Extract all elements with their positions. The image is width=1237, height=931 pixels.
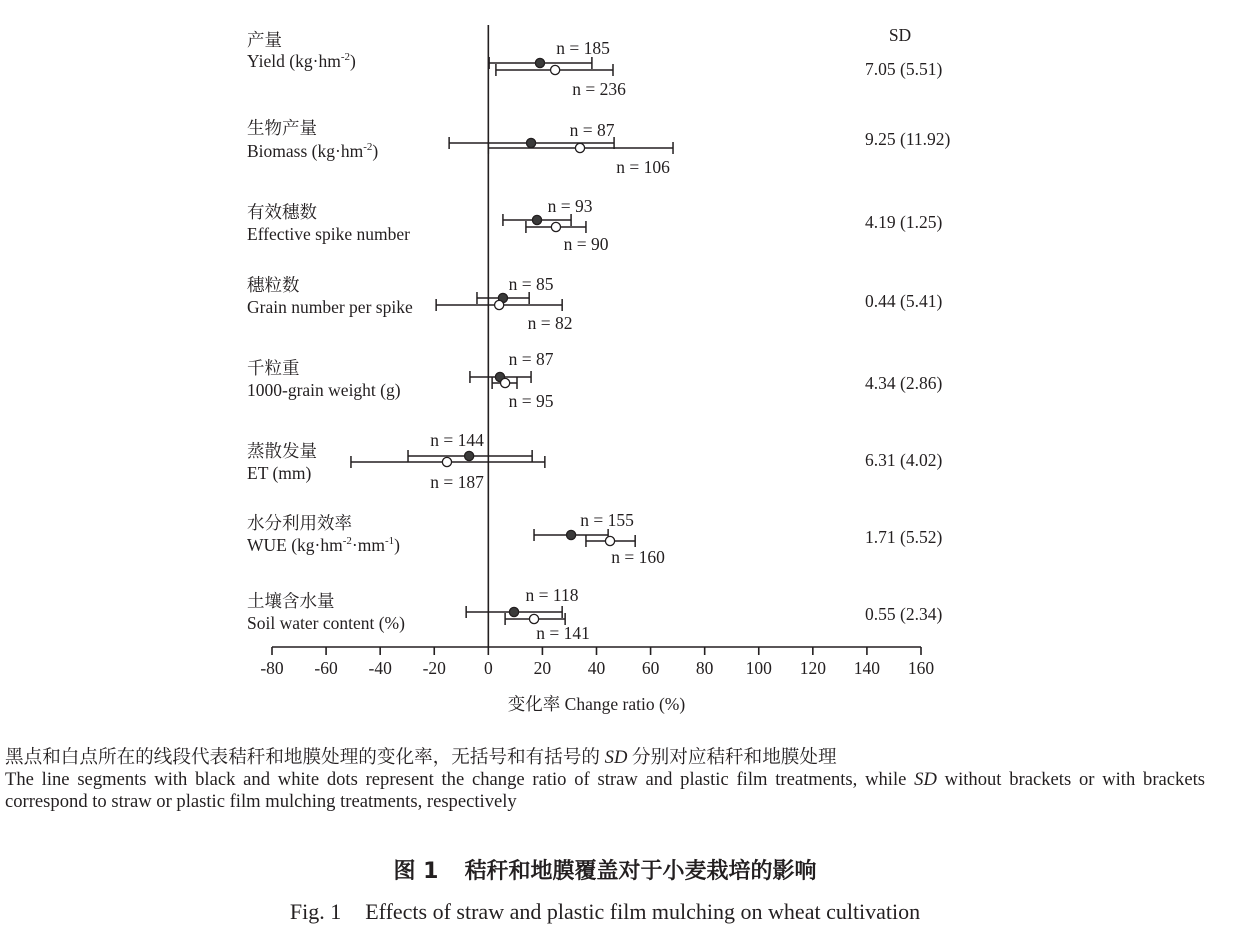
- x-tick-label: 0: [483, 658, 493, 678]
- label-text: 1000-grain weight (g): [247, 380, 401, 400]
- sample-size-label: [528, 313, 573, 333]
- n-value: 90: [590, 234, 609, 254]
- figure-caption-en: [0, 898, 1210, 926]
- n-prefix: n =: [580, 510, 608, 530]
- category-row: [247, 196, 942, 254]
- white-dot: [551, 222, 560, 231]
- label-text: ET (mm): [247, 463, 312, 483]
- x-tick-label: 60: [641, 658, 660, 678]
- sample-size-label: [616, 157, 670, 177]
- x-tick-label: 100: [745, 658, 772, 678]
- n-value: 118: [552, 585, 579, 605]
- x-tick-label: 160: [907, 658, 935, 678]
- sd-value: 4.19 (1.25): [865, 212, 943, 232]
- sample-size-label: [509, 274, 554, 294]
- n-prefix: n =: [527, 313, 555, 333]
- n-prefix: n =: [616, 157, 644, 177]
- category-label-zh: 土壤含水量: [247, 591, 335, 611]
- n-prefix: n =: [569, 120, 597, 140]
- category-label-zh: 穗粒数: [247, 275, 300, 295]
- sd-value: 4.34 (2.86): [865, 373, 943, 393]
- figure-number: Fig. 1: [289, 899, 342, 924]
- x-tick-label: -40: [368, 658, 392, 678]
- black-dot: [526, 138, 535, 147]
- unit-superscript: -2: [342, 535, 352, 547]
- category-label-zh: 产量: [247, 30, 282, 50]
- category-row: [247, 274, 942, 333]
- sample-size-label: [580, 510, 634, 530]
- white-dot: [500, 378, 509, 387]
- category-row: [247, 510, 942, 567]
- category-label-zh: 生物产量: [247, 118, 317, 138]
- sd-value: 1.71 (5.52): [865, 527, 943, 547]
- sample-size-label: [536, 623, 590, 643]
- n-prefix: n =: [547, 196, 575, 216]
- black-dot: [566, 530, 575, 539]
- unit-superscript: -1: [384, 535, 395, 547]
- note-en: [5, 769, 1205, 813]
- x-tick-label: 140: [853, 658, 881, 678]
- sample-size-label: [430, 430, 484, 450]
- label-text: Effective spike number: [247, 224, 410, 244]
- category-label-zh: 有效穗数: [247, 202, 317, 222]
- white-dot: [551, 65, 560, 74]
- label-text: Yield (kg·hm: [247, 51, 341, 71]
- sample-size-label: [572, 79, 626, 99]
- category-label-en: [247, 463, 311, 483]
- n-prefix: n =: [508, 274, 536, 294]
- sample-size-label: [570, 120, 615, 140]
- figure-caption-zh: [0, 858, 1210, 886]
- note-zh: [5, 747, 1205, 769]
- label-text: Soil water content (%): [247, 613, 405, 633]
- unit-superscript: -2: [340, 51, 350, 63]
- note-sd-term: SD: [604, 747, 628, 768]
- black-dot: [535, 58, 544, 67]
- n-prefix: n =: [611, 547, 639, 567]
- n-prefix: n =: [556, 38, 584, 58]
- n-value: 185: [583, 38, 610, 58]
- sample-size-label: [509, 349, 554, 369]
- label-text: ): [394, 535, 400, 555]
- category-label-zh: 蒸散发量: [247, 441, 317, 461]
- sample-size-label: [430, 472, 484, 492]
- x-tick-label: -20: [422, 658, 446, 678]
- n-prefix: n =: [525, 585, 553, 605]
- category-row: [247, 430, 942, 492]
- sd-column-header: SD: [888, 25, 912, 45]
- white-dot: [442, 457, 451, 466]
- x-tick-label: 80: [695, 658, 714, 678]
- figure-title: Effects of straw and plastic film mulching on wheat cultivation: [365, 899, 921, 924]
- x-tick-label: 120: [799, 658, 826, 678]
- n-value: 236: [599, 79, 626, 99]
- sd-value: 0.44 (5.41): [865, 291, 943, 311]
- sample-size-label: [564, 234, 609, 254]
- label-text: ): [349, 51, 356, 71]
- sample-size-label: [526, 585, 579, 605]
- note-text: 黑点和白点所在的线段代表秸秆和地膜处理的变化率，无括号和有括号的: [5, 747, 605, 768]
- label-text: Biomass (kg·hm: [247, 141, 364, 161]
- category-label-en: [247, 297, 413, 317]
- n-prefix: n =: [508, 391, 536, 411]
- white-dot: [605, 536, 614, 545]
- category-label-en: [247, 613, 405, 633]
- sd-value: 7.05 (5.51): [865, 59, 943, 79]
- label-text: ·mm: [351, 535, 385, 555]
- n-value: 85: [535, 274, 554, 294]
- n-value: 155: [607, 510, 634, 530]
- x-axis-title: 变化率 Change ratio (%): [507, 694, 686, 714]
- x-tick-label: -80: [260, 658, 284, 678]
- n-prefix: n =: [430, 472, 458, 492]
- category-label-en: [247, 51, 356, 71]
- black-dot: [532, 215, 541, 224]
- x-tick-label: -60: [314, 658, 338, 678]
- category-label-zh: 千粒重: [247, 358, 300, 378]
- label-text: Grain number per spike: [247, 297, 413, 317]
- n-prefix: n =: [536, 623, 564, 643]
- sample-size-label: [509, 391, 554, 411]
- n-value: 93: [574, 196, 593, 216]
- n-value: 187: [457, 472, 484, 492]
- note-text: without brackets or with brackets correspond to straw or plastic film mulching treatments, respectively: [5, 769, 1205, 812]
- sd-value: 9.25 (11.92): [865, 129, 951, 149]
- x-tick-label: 20: [533, 658, 552, 678]
- white-dot: [495, 300, 504, 309]
- x-tick-label: 40: [587, 658, 606, 678]
- note-text: The line segments with black and white dots represent the change ratio of straw and plastic film treatments, while: [5, 769, 915, 790]
- n-value: 82: [554, 313, 573, 333]
- label-text: WUE (kg·hm: [247, 535, 343, 555]
- n-value: 141: [563, 623, 590, 643]
- figure-number: 图 1: [393, 859, 439, 884]
- sample-size-label: [548, 196, 593, 216]
- note-text: 分别对应秸秆和地膜处理: [627, 747, 837, 768]
- n-value: 106: [643, 157, 670, 177]
- note-sd-term: SD: [914, 769, 937, 790]
- figure-note: [5, 747, 1205, 813]
- unit-superscript: -2: [363, 141, 373, 153]
- sd-value: 0.55 (2.34): [865, 604, 943, 624]
- category-row: [247, 349, 942, 411]
- n-value: 87: [535, 349, 554, 369]
- n-prefix: n =: [563, 234, 591, 254]
- category-label-en: [247, 380, 401, 400]
- sample-size-label: [556, 38, 610, 58]
- n-value: 95: [535, 391, 554, 411]
- figure-title: 秸秆和地膜覆盖对于小麦栽培的影响: [464, 859, 817, 884]
- category-label-zh: 水分利用效率: [247, 513, 352, 533]
- sample-size-label: [611, 547, 665, 567]
- category-label-en: [247, 535, 400, 555]
- x-axis: [260, 647, 934, 714]
- black-dot: [509, 607, 518, 616]
- n-prefix: n =: [572, 79, 600, 99]
- n-value: 160: [638, 547, 665, 567]
- white-dot: [575, 143, 584, 152]
- n-value: 87: [596, 120, 615, 140]
- category-label-en: [247, 141, 378, 161]
- sd-value: 6.31 (4.02): [865, 450, 943, 470]
- n-prefix: n =: [430, 430, 458, 450]
- category-row: [247, 30, 942, 99]
- category-row: [247, 118, 951, 177]
- category-row: [247, 585, 942, 643]
- n-value: 144: [457, 430, 484, 450]
- n-prefix: n =: [508, 349, 536, 369]
- category-label-en: [247, 224, 410, 244]
- black-dot: [465, 451, 474, 460]
- label-text: ): [372, 141, 379, 161]
